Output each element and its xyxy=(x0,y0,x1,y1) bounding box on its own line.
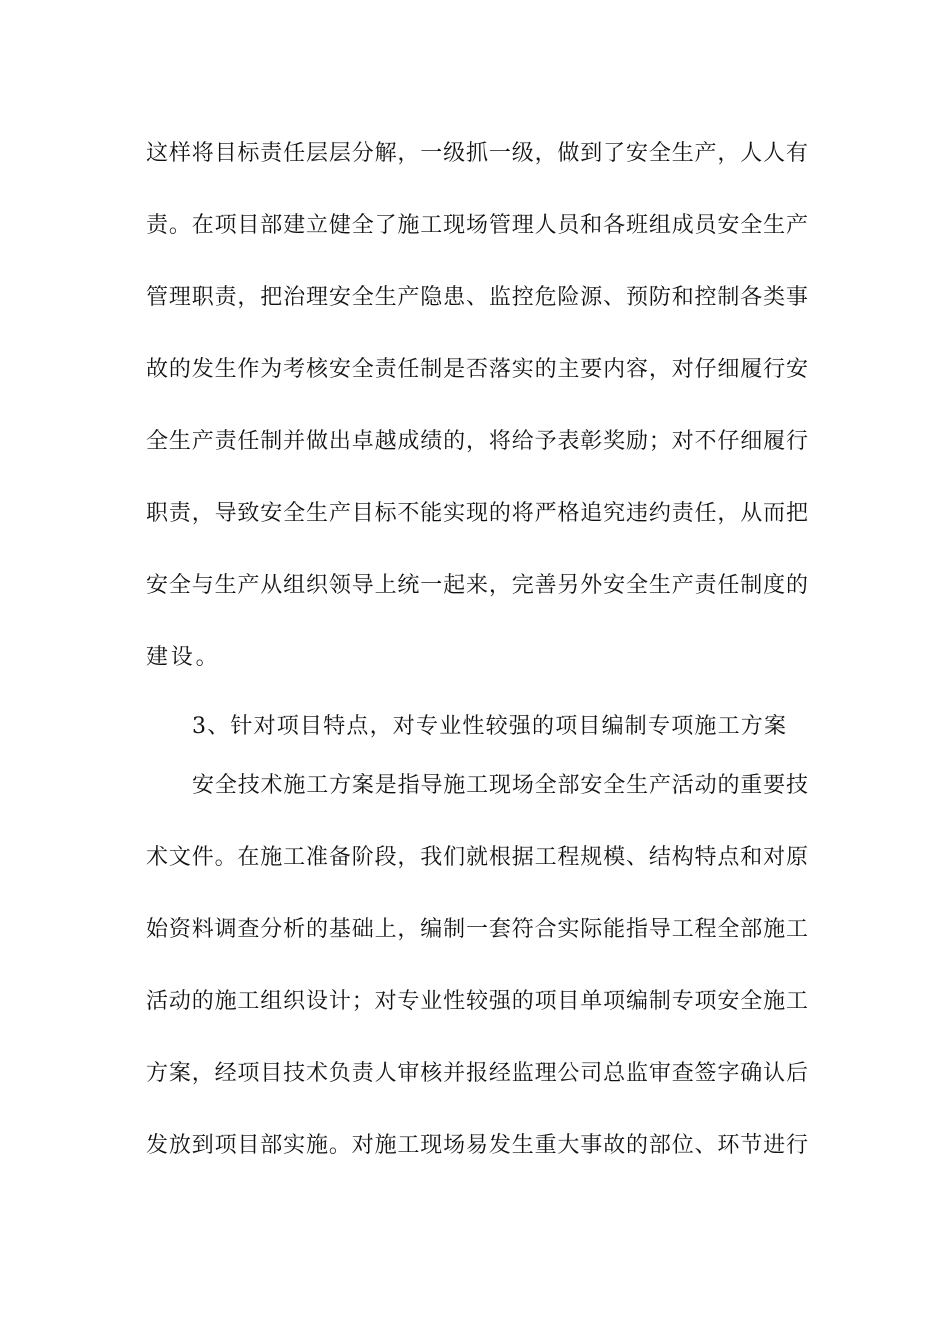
paragraph-line-first: 安全技术施工方案是指导施工现场全部安全生产活动的重要技 xyxy=(192,773,808,798)
paragraph-line: 安全与生产从组织领导上统一起来，完善另外安全生产责任制度的 xyxy=(146,573,808,598)
paragraph-line: 故的发生作为考核安全责任制是否落实的主要内容，对仔细履行安 xyxy=(146,357,808,382)
section-heading: 3、针对项目特点，对专业性较强的项目编制专项施工方案 xyxy=(192,714,788,739)
paragraph-line: 职责，导致安全生产目标不能实现的将严格追究违约责任，从而把 xyxy=(146,501,808,526)
paragraph-line: 术文件。在施工准备阶段，我们就根据工程规模、结构特点和对原 xyxy=(146,845,808,870)
paragraph-line: 活动的施工组织设计；对专业性较强的项目单项编制专项安全施工 xyxy=(146,989,808,1014)
paragraph-line: 全生产责任制并做出卓越成绩的，将给予表彰奖励；对不仔细履行 xyxy=(146,429,808,454)
paragraph-line: 这样将目标责任层层分解，一级抓一级，做到了安全生产，人人有 xyxy=(146,141,808,166)
paragraph-line: 责。在项目部建立健全了施工现场管理人员和各班组成员安全生产 xyxy=(146,213,808,238)
paragraph-line: 始资料调查分析的基础上，编制一套符合实际能指导工程全部施工 xyxy=(146,917,808,942)
paragraph-line: 管理职责，把治理安全生产隐患、监控危险源、预防和控制各类事 xyxy=(146,285,808,310)
paragraph-line: 发放到项目部实施。对施工现场易发生重大事故的部位、环节进行 xyxy=(146,1133,808,1158)
paragraph-line: 方案，经项目技术负责人审核并报经监理公司总监审查签字确认后 xyxy=(146,1061,808,1086)
paragraph-line-last: 建设。 xyxy=(146,645,221,670)
